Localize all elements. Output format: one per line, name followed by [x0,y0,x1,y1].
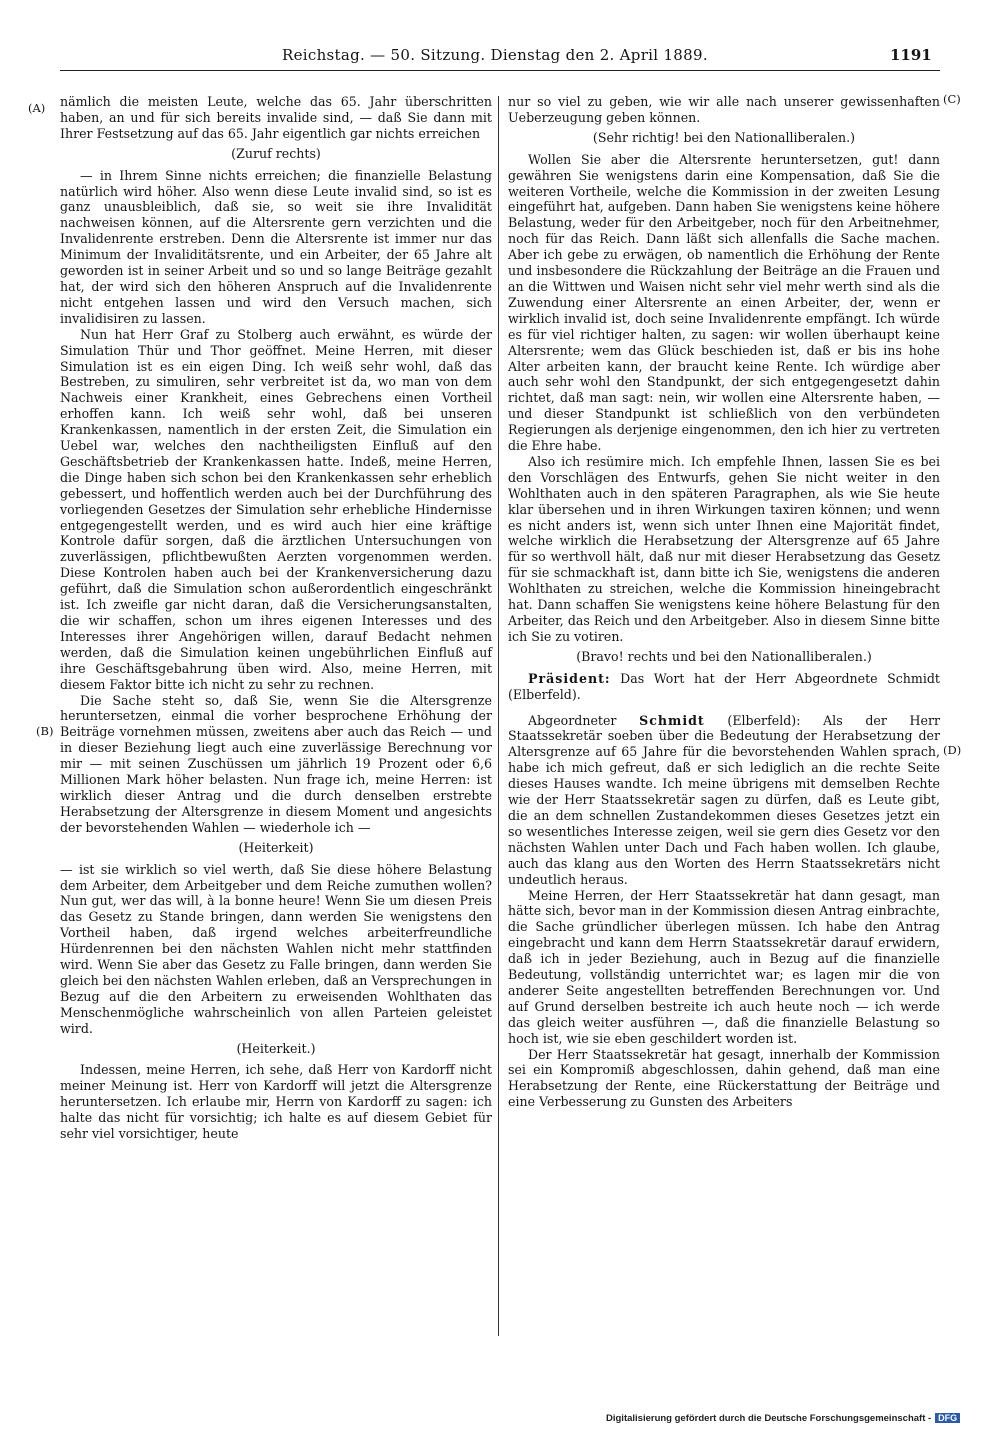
footer-text: Digitalisierung gefördert durch die Deutsche Forschungsgemeinschaft - [606,1413,932,1424]
speaker-role: Abgeordneter [528,712,617,728]
paragraph: Nun hat Herr Graf zu Stolberg auch erwähnt, es würde der Simulation Thür und Thor geöffnet. Meine Herren, mit dieser Simulation ist es ein eigen Ding. Ich weiß sehr wohl, daß das Bestreben, zu simuliren, sehr verbreitet ist da, wo man von dem Nachweis einer Krankheit, eines Gebrechens einen Vortheil erhoffen kann. Ich weiß sehr wohl, daß bei unseren Krankenkassen, namentlich in der ersten Zeit, die Simulation ein Uebel war, welches den nachtheiligsten Einfluß auf den Geschäftsbetrieb der Krankenkassen hatte. Indeß, meine Herren, die Dinge haben sich schon bei den Krankenkassen sehr erheblich gebessert, und hoffentlich werden auch bei der Durchführung des vorliegenden Gesetzes der Simulation sehr erhebliche Hindernisse entgegengestellt werden, und es wird auch hier eine kräftige Kontrole dafür sorgen, daß die ärztlichen Untersuchungen von zuverlässigen, pflichtbewußten Aerzten vorgenommen werden. Diese Kontrolen haben auch bei der Krankenversicherung dazu geführt, daß die Simulation schon außerordentlich eingeschränkt ist. Ich zweifle gar nicht daran, daß die Versicherungsanstalten, die wir schaffen, schon um ihres eigenen Interesses und des Interesses ihrer Angehörigen willen, darauf Bedacht nehmen werden, daß die Simulation keinen ungebührlichen Einfluß auf ihre Geschäftsgebahrung üben wird. Also, meine Herren, mit diesem Faktor bitte ich nicht zu sehr zu rechnen. [60,326,492,692]
paragraph: — in Ihrem Sinne nichts erreichen; die finanzielle Belastung natürlich wird höher. Also wenn diese Leute invalid sind, so ist es ganz unausbleiblich, daß sie, so weit sie ihre Invalidität nachweisen können, auf die Altersrente gern verzichten und die Invalidenrente erstreben. Denn die Altersrente ist immer nur das Minimum der Invaliditätsrente, und ein Arbeiter, der 65 Jahre alt geworden ist in seiner Arbeit und so und so lange Beiträge gezahlt hat, der wird sich den höheren Anspruch auf die Invalidenrente nicht entgehen lassen und wird den Versuch machen, sich invalidisiren zu lassen. [60,167,492,326]
speaker-name: Schmidt [639,712,705,728]
margin-marker-c: (C) [943,92,961,106]
left-column [60,94,492,1142]
margin-marker-b: (B) [36,724,54,738]
interjection: (Heiterkeit.) [236,1040,316,1056]
column-divider [498,96,499,1336]
running-header: Reichstag. — 50. Sitzung. Dienstag den 2. April 1889. [282,46,708,64]
interjection: (Sehr richtig! bei den Nationalliberalen.) [592,129,856,145]
paragraph: Die Sache steht so, daß Sie, wenn Sie die Altersgrenze heruntersetzen, einmal die vorher besprochene Erhöhung der Beiträge vornehmen müssen, zweitens aber auch das Reich — und in dieser Beziehung liegt auch eine zuverlässige Berechnung vor mir — mit seinen Zuschüssen um jährlich 19 Prozent oder 6,6 Millionen Mark höher belasten. Nun frage ich, meine Herren: ist wirklich dieser Antrag und die durch denselben erstrebte Herabsetzung der Altersgrenze in diesem Moment und angesichts der bevorstehenden Wahlen — wiederhole ich — [60,692,492,835]
header-rule [60,70,940,71]
paragraph: nämlich die meisten Leute, welche das 65. Jahr überschritten haben, an und für sich bereits invalide sind, — daß Sie dann mit Ihrer Festsetzung auf das 65. Jahr eigentlich gar nichts erreichen [60,94,492,141]
paragraph: Meine Herren, der Herr Staatssekretär hat dann gesagt, man hätte sich, bevor man in der Kommission diesen Antrag einbrachte, die Sache gründlicher überlegen müssen. Ich habe den Antrag eingebracht und kann dem Herrn Staatssekretär darauf erwidern, daß ich in jeder Beziehung, auch in Bezug auf die finanzielle Bedeutung, vollständig unterrichtet war; es lagen mir die von anderer Seite angestellten betreffenden Berechnungen vor. Und auf Grund derselben bestreite ich auch heute noch — ich werde das gleich weiter ausführen —, daß die finanzielle Belastung so hoch ist, wie sie eben geschildert worden ist. [508,887,940,1046]
paragraph: nur so viel zu geben, wie wir alle nach unserer gewissenhaften Ueberzeugung geben können. [508,94,940,125]
paragraph: Also ich resümire mich. Ich empfehle Ihnen, lassen Sie es bei den Vorschlägen des Entwurfs, gehen Sie nicht weiter in den Wohlthaten auch in den späteren Paragraphen, als wie Sie heute klar übersehen und in ihren Wirkungen taxiren können; und wenn es nicht anders ist, wenn sich unter Ihnen eine Majorität findet, welche wirklich die Herabsetzung der Altersgrenze auf 65 Jahre für so werthvoll hält, daß nur mit dieser Herabsetzung das Gesetz für sie schmackhaft ist, dann bitte ich Sie, wenigstens die anderen Wohlthaten zu streichen, welche die Kommission hineingebracht hat. Dann schaffen Sie wenigstens keine höhere Belastung für den Arbeiter, das Reich und den Arbeitgeber. Also in diesem Sinne bitte ich Sie zu votiren. [508,453,940,644]
paragraph: Der Herr Staatssekretär hat gesagt, innerhalb der Kommission sei ein Kompromiß abgeschlossen, dahin gehend, daß man eine Herabsetzung der Rente, eine Rückerstattung der Beiträge und eine Verbesserung zu Gunsten des Arbeiters [508,1046,940,1110]
interjection: (Zuruf rechts) [231,145,321,161]
statement-text: Das Wort hat der Herr Abgeordnete Schmidt (Elberfeld). [508,670,940,702]
margin-marker-a: (A) [28,101,46,115]
dfg-logo: DFG [935,1413,960,1423]
margin-marker-d: (D) [943,743,962,757]
president-statement [508,671,940,703]
paragraph: Wollen Sie aber die Altersrente heruntersetzen, gut! dann gewähren Sie wenigstens darin eine Kompensation, daß Sie die weiteren Vortheile, welche die Kommission in der zweiten Lesung eingeführt hat, aufgeben. Dann haben Sie wenigstens keine höhere Belastung, weder für den Arbeitgeber, noch für den Arbeitnehmer, noch für das Reich. Dann läßt sich allenfalls die Sache machen. Aber ich gebe zu erwägen, ob namentlich die Erhöhung der Rente und insbesondere die Rückzahlung der Beiträge an die Frauen und an die Wittwen und Waisen nicht sehr viel mehr werth sind als die Zuwendung einer Altersrente an einen Arbeiter, der, wenn er wirklich invalid ist, doch seine Invalidenrente empfängt. Ich würde es für viel richtiger halten, zu sagen: wir wollen überhaupt keine Altersrente; wem das Glück beschieden ist, daß er bis ins hohe Alter arbeiten kann, der braucht keine Rente. Ich würdige aber auch sehr wohl den Standpunkt, der sich entgegengesetzt dahin richtet, daß man sagt: nein, wir wollen eine Altersrente haben, — und dieser Standpunkt ist schließlich von den verbündeten Regierungen als derjenige eingenommen, den ich hier zu vertreten die Ehre habe. [508,151,940,454]
statement-text: (Elberfeld): Als der Herr Staatssekretär soeben über die Bedeutung der Herabsetzung der Altersgrenze auf 65 Jahre für die bevorstehenden Wahlen sprach, habe ich mich gefreut, daß er sich lediglich an die rechte Seite dieses Hauses wandte. Ich meine übrigens mit demselben Rechte wie der Herr Staatssekretär sagen zu dürfen, daß es Leute gibt, die an dem schnellen Zustandekommen dieses Gesetzes jetzt ein so wesentliches Interesse zeigen, weil sie gern dies Gesetz vor den nächsten Wahlen unter Dach und Fach haben wollen. Ich glaube, auch das klang aus den Worten des Herrn Staatssekretärs nicht undeutlich heraus. [508,712,940,887]
paragraph: — ist sie wirklich so viel werth, daß Sie diese höhere Belastung dem Arbeiter, dem Arbeitgeber und dem Reiche zumuthen wollen? Nun gut, wer das will, à la bonne heure! Wenn Sie um diesen Preis das Gesetz zu Stande bringen, dann werden Sie wenigstens den Vortheil haben, daß irgend welches arbeiterfreundliche Hürdenrennen bei den nächsten Wahlen nicht mehr stattfinden wird. Wenn Sie aber das Gesetz zu Falle bringen, dann werden Sie gleich bei den nächsten Wahlen erleben, daß an Versprechungen in Bezug auf die den Arbeitern zu erweisenden Wohlthaten das Menschenmögliche wahrscheinlich von allen Parteien geleistet wird. [60,861,492,1036]
interjection: (Heiterkeit) [238,839,314,855]
right-column [508,94,940,1110]
paragraph: Indessen, meine Herren, ich sehe, daß Herr von Kardorff nicht meiner Meinung ist. Herr von Kardorff will jetzt die Altersgrenze heruntersetzen. Ich erlaube mir, Herrn von Kardorff zu sagen: ich halte das nicht für vorsichtig; ich halte es auf diesem Gebiet für sehr viel vorsichtiger, heute [60,1062,492,1142]
speaker-label: Präsident: [528,670,611,686]
interjection: (Bravo! rechts und bei den Nationalliberalen.) [576,648,872,664]
page-number: 1191 [890,46,932,64]
speaker-statement [508,713,940,888]
footer-credit [606,1413,960,1424]
